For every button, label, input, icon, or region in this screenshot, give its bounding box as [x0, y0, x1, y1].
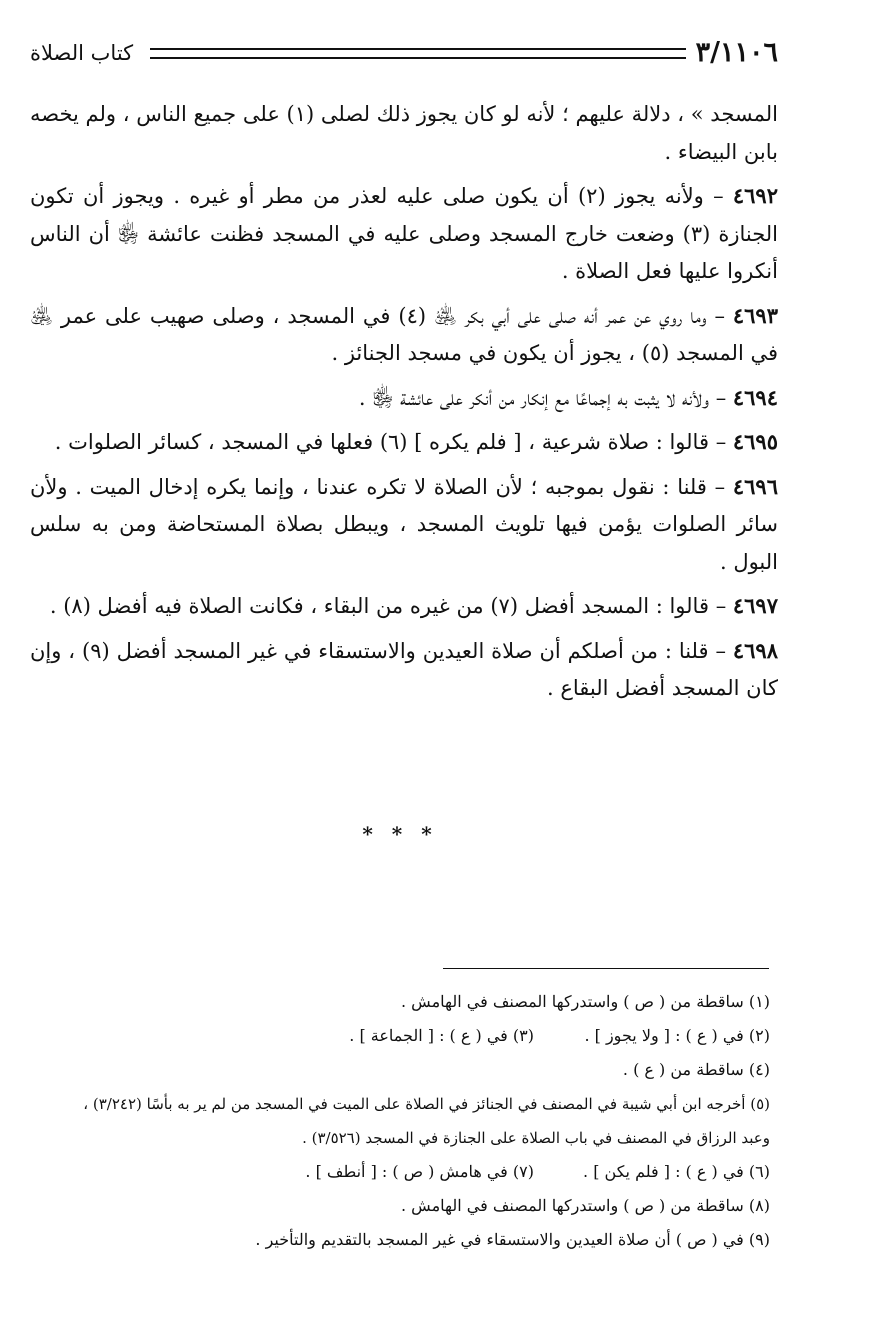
paragraph-dash: –: [715, 638, 726, 663]
paragraph-4693: [30, 297, 778, 373]
paragraph-text: ولأنه لا يثبت به إجماعًا مع إنكار من أنكر على عائشة ﵂ .: [358, 385, 709, 410]
paragraph-continuation: [30, 96, 778, 171]
footnote-6: (٦) في ( ع ) : [ فلم يكن ] .: [583, 1162, 770, 1181]
paragraph-dash: –: [713, 184, 724, 208]
paragraph-text: قلنا : من أصلكم أن صلاة العيدين والاستسقاء في غير المسجد أفضل (٩) ، وإن كان المسجد أفضل البقاع .: [30, 638, 778, 700]
paragraph-dash: –: [714, 474, 726, 499]
footnote-2: (٢) في ( ع ) : [ ولا يجوز ] .: [584, 1026, 770, 1045]
paragraph-dash: –: [714, 303, 725, 328]
paragraph-4696: [30, 468, 778, 582]
book-title: كتاب الصلاة: [30, 41, 134, 65]
footnote-7: (٧) في هامش ( ص ) : [ أنطف ] .: [305, 1162, 534, 1181]
paragraph-dash: –: [715, 430, 727, 454]
paragraph-number: ٤٦٩٤: [732, 384, 778, 410]
footnote-5-line-1: (٥) أخرجه ابن أبي شيبة في المصنف في الجنائز في الصلاة على الميت في المسجد من لم ير به بأسًا (٣/٢٤٢) ،: [83, 1095, 770, 1113]
footnote-4: (٤) ساقطة من ( ع ) .: [622, 1060, 770, 1079]
paragraph-number: ٤٦٩٧: [732, 593, 778, 618]
footnotes: [28, 985, 770, 1257]
footnote-8: (٨) ساقطة من ( ص ) واستدركها المصنف في الهامش .: [401, 1196, 770, 1215]
paragraph-number: ٤٦٩٦: [732, 473, 778, 499]
running-header: [30, 36, 778, 70]
paragraph-4692: [30, 177, 778, 291]
paragraph-dash: –: [715, 594, 727, 618]
paragraph-dash: –: [715, 385, 727, 410]
footnote-row-2-3: [28, 1019, 770, 1053]
paragraph-number: ٤٦٩٢: [732, 183, 778, 208]
paragraph-number: ٤٦٩٨: [732, 637, 778, 663]
paragraph-4695: [30, 423, 778, 462]
paragraph-4697: [30, 587, 778, 626]
paragraph-4698: [30, 632, 778, 708]
paragraph-number: ٤٦٩٣: [732, 302, 778, 328]
footnote-row-6-7: [28, 1155, 770, 1189]
header-double-rule: [150, 48, 686, 59]
footnote-9: (٩) في ( ص ) أن صلاة العيدين والاستسقاء في غير المسجد بالتقديم والتأخير .: [255, 1230, 770, 1249]
paragraph-text: المسجد » ، دلالة عليهم ؛ لأنه لو كان يجوز ذلك لصلى (١) على جميع الناس ، ولم يخصه بابن البيضاء .: [30, 102, 778, 164]
paragraph-text: وما روي عن عمر أنه صلى على أبي بكر ﵁ (٤) في المسجد ، وصلى صهيب على عمر ﵁ في المسجد (٥) ، يجوز أن يكون في مسجد الجنائز .: [30, 303, 778, 365]
footnote-5-line-2: وعبد الرزاق في المصنف في باب الصلاة على الجنازة في المسجد (٣/٥٢٦) .: [302, 1129, 770, 1147]
paragraph-text: قالوا : صلاة شرعية ، [ فلم يكره ] (٦) فعلها في المسجد ، كسائر الصلوات .: [54, 430, 709, 454]
page-number: ٣/١١٠٦: [695, 37, 778, 68]
paragraph-text: قالوا : المسجد أفضل (٧) من غيره من البقاء ، فكانت الصلاة فيه أفضل (٨) .: [49, 594, 709, 618]
paragraph-text: ولأنه يجوز (٢) أن يكون صلى عليه لعذر من مطر أو غيره . ويجوز أن تكون الجنازة (٣) وضعت خارج المسجد وصلى عليه في المسجد فظنت عائشة ﵂ أن الناس أنكروا عليها فعل الصلاة .: [30, 184, 778, 283]
footnote-divider: [443, 968, 769, 969]
paragraph-4694: [30, 379, 778, 418]
footnote-1: (١) ساقطة من ( ص ) واستدركها المصنف في الهامش .: [401, 992, 770, 1011]
main-text: [30, 96, 778, 714]
paragraph-text: قلنا : نقول بموجبه ؛ لأن الصلاة لا تكره عندنا ، وإنما يكره إدخال الميت . ولأن سائر الصلوات يؤمن فيها تلويث المسجد ، ويبطل بصلاة المستحاضة ومن به سلس البول .: [30, 474, 778, 574]
footnote-3: (٣) في ( ع ) : [ الجماعة ] .: [349, 1026, 534, 1045]
section-separator: * * *: [362, 822, 438, 846]
paragraph-number: ٤٦٩٥: [732, 429, 778, 454]
